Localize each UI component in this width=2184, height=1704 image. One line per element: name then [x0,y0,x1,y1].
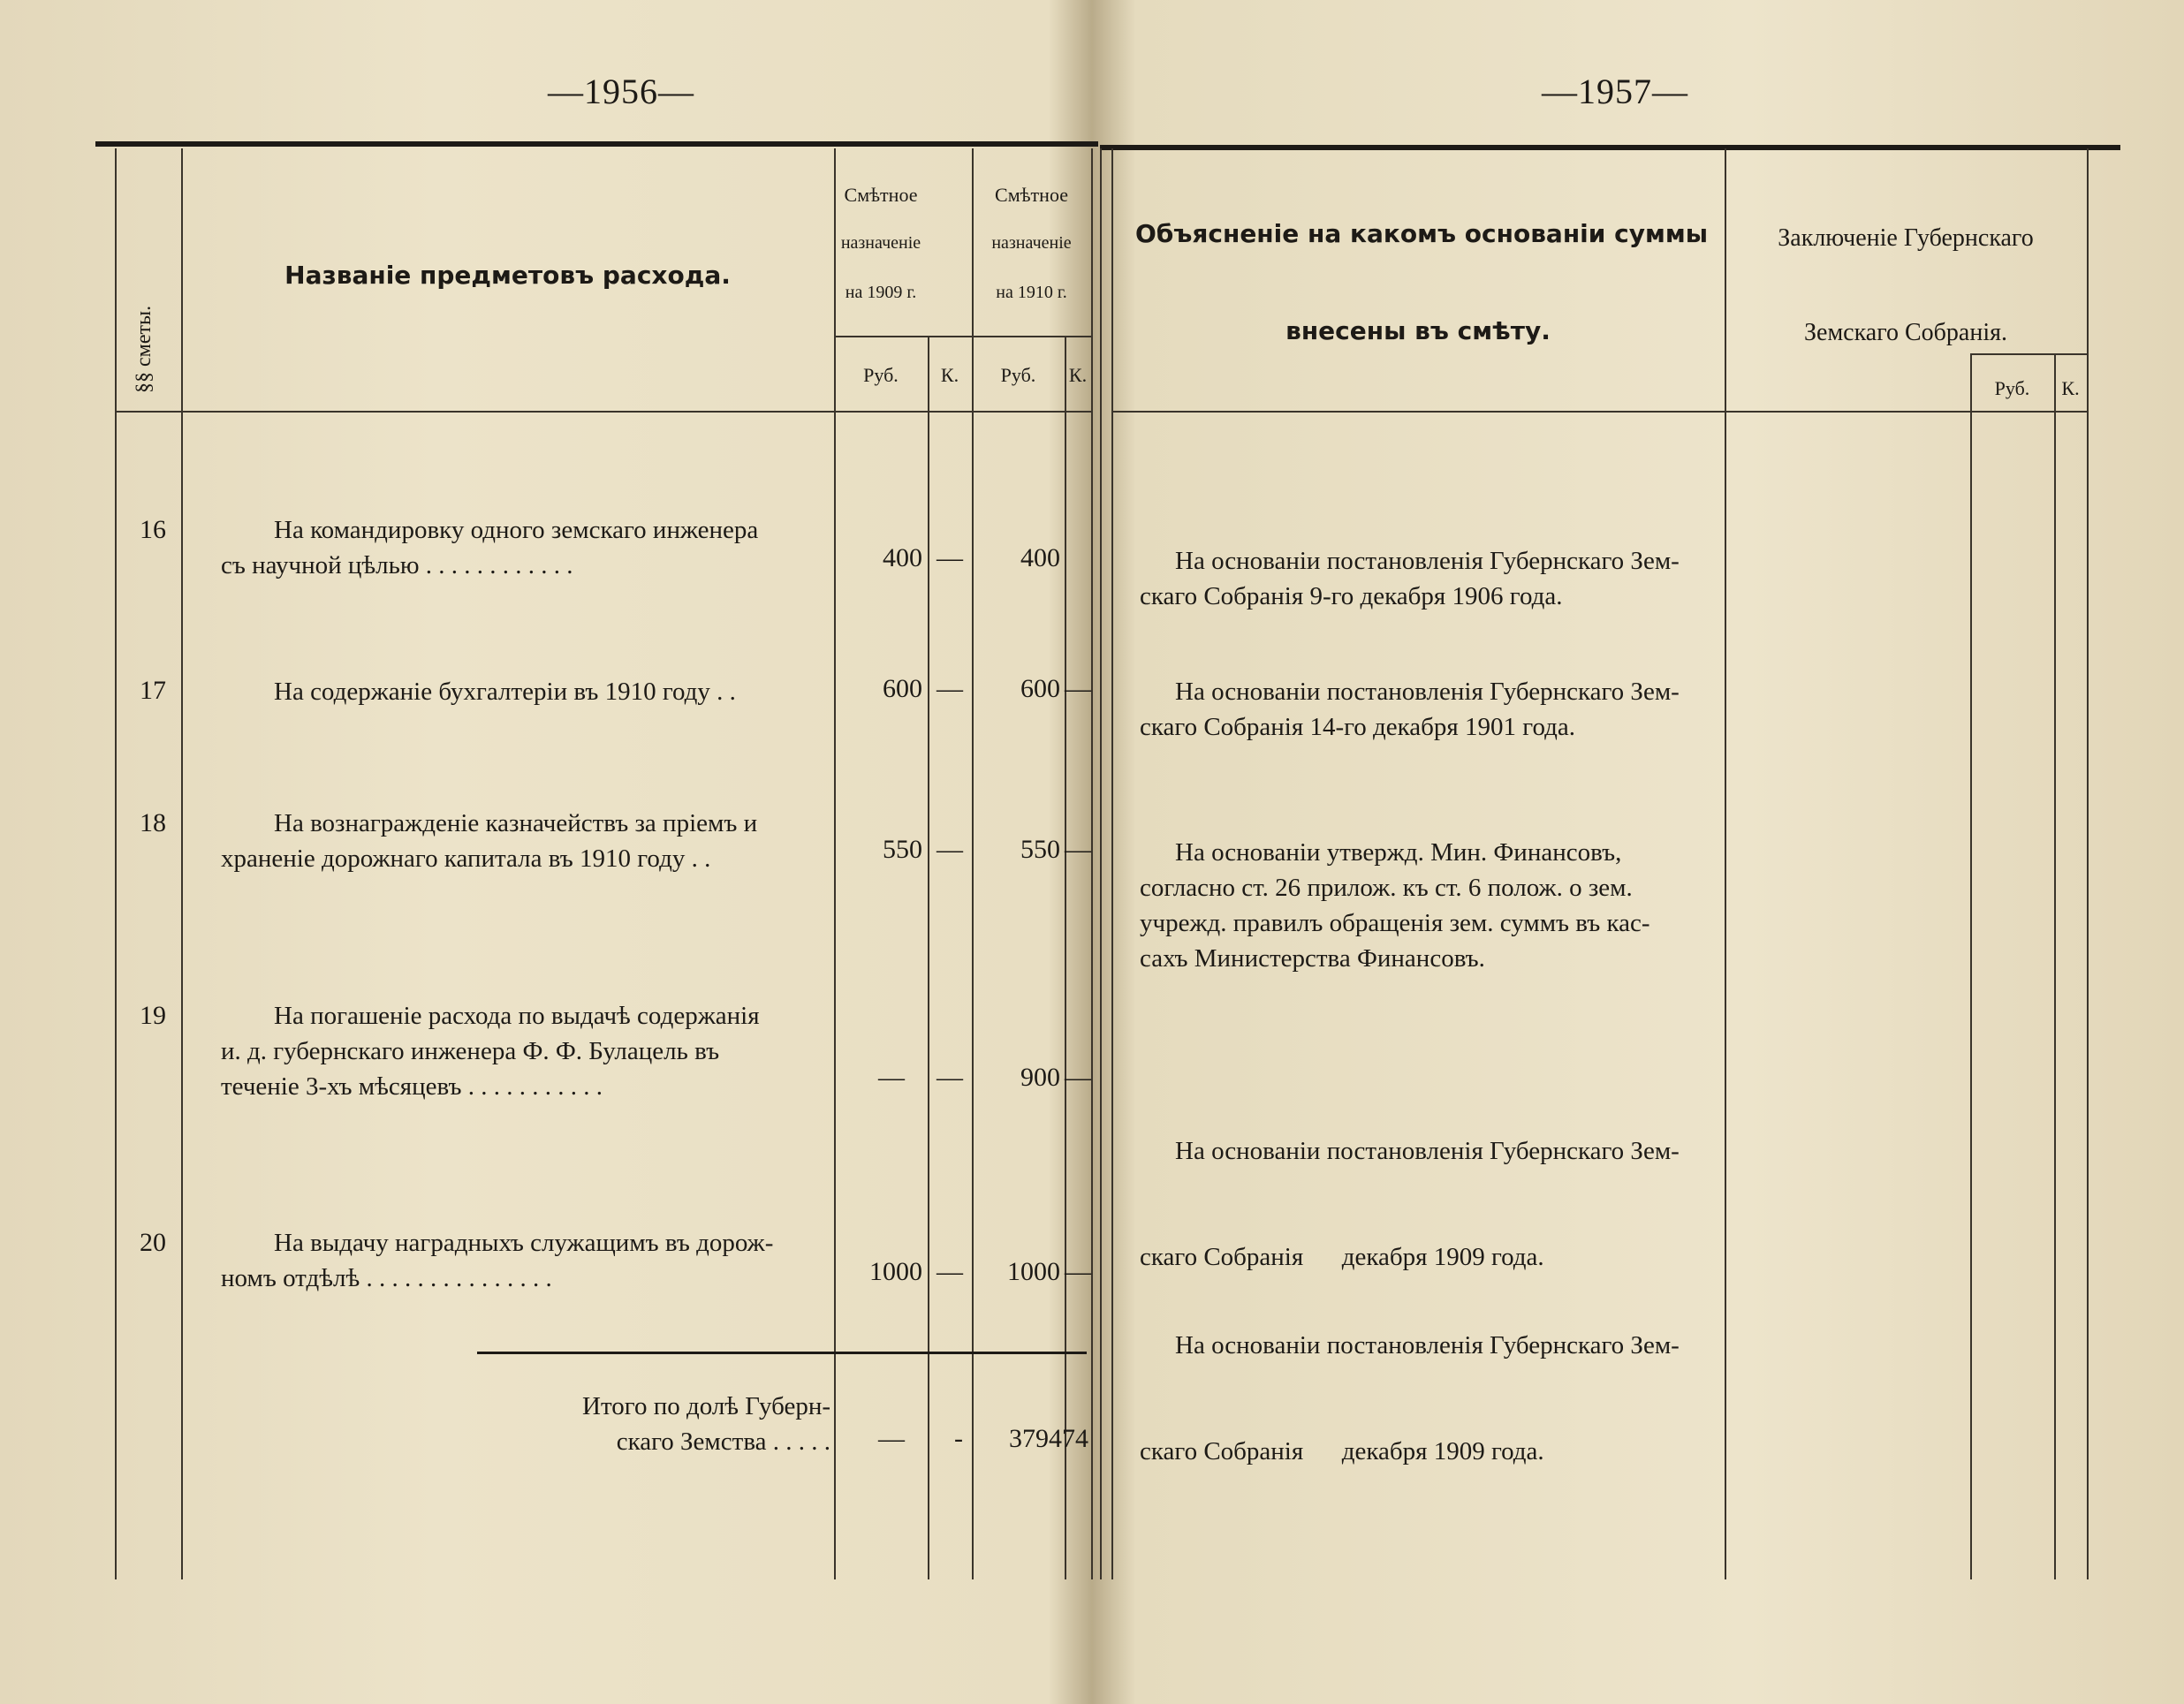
row-20-index: 20 [140,1228,166,1257]
conclusion-rub-header: Руб. [1994,377,2030,399]
col-1910-header-line2: назначеніе [991,233,1072,253]
name-column-header: Названіе предметовъ расхода. [284,261,731,290]
explanation-header-line1: Объясненіе на какомъ основаніи суммы [1135,219,1709,248]
row-16-index: 16 [140,515,166,544]
total-1909: — [878,1424,905,1453]
row-16-1910: 400 [1020,543,1060,572]
row-17-1910-kop: — [1065,674,1091,703]
row-20-1909: 1000 [869,1257,922,1286]
row-18-1909: 550 [883,835,922,864]
row-18-name: На вознагражденіе казначействъ за пріемъ и храненіе дорожнаго капитала въ 1910 году . . [221,809,758,873]
col-1909-header-line2: назначеніе [840,233,921,253]
col-1910-header-line1: Смѣтное [995,184,1068,206]
row-19-1909-kop: — [937,1063,963,1092]
row-20-1910-kop: — [1065,1257,1091,1286]
col-1909-kop-header: К. [940,364,959,386]
explanation-17: На основаніи постановленія Губернскаго Зем- скаго Собранія 14-го декабря 1901 года. [1140,678,1680,741]
row-19-1910: 900 [1020,1063,1060,1092]
index-column-header: §§ сметы. [133,305,155,393]
total-1909-kop: - [954,1424,963,1453]
explanation-18: На основаніи утвержд. Мин. Финансовъ, согласно ст. 26 прилож. къ ст. 6 полож. о зем. учрежд. правилъ обращенія зем. суммъ въ кас- сахъ Министерства Финансовъ. [1140,838,1650,973]
left-page-number: —1956— [548,72,694,111]
row-17-1909: 600 [883,674,922,703]
col-1909-header-line3: на 1909 г. [845,283,917,302]
row-20-1910: 1000 [1007,1257,1060,1286]
row-18-1909-kop: — [937,835,963,864]
conclusion-header-line2: Земскаго Собранія. [1804,319,2007,346]
row-16-1909-kop: — [937,543,963,572]
row-18-1910: 550 [1020,835,1060,864]
col-1910-header-line3: на 1910 г. [996,283,1067,302]
conclusion-header-line1: Заключеніе Губернскаго [1778,224,2034,252]
row-20-1909-kop: — [937,1257,963,1286]
explanation-16: На основаніи постановленія Губернскаго Зем- скаго Собранія 9-го декабря 1906 года. [1140,547,1680,610]
col-1910-kop-header: К. [1068,364,1088,386]
row-17-1910: 600 [1020,674,1060,703]
right-top-rule [1100,145,2120,150]
explanation-header-line2: внесены въ смѣту. [1285,316,1551,345]
total-label: Итого по долѣ Губерн- скаго Земства . . . . . [582,1392,830,1456]
row-18-index: 18 [140,808,166,837]
col-1910-rub-header: Руб. [1000,364,1036,386]
conclusion-kop-header: К. [2061,377,2080,399]
row-19-1910-kop: — [1065,1063,1091,1092]
row-16-1909: 400 [883,543,922,572]
row-18-1910-kop: — [1065,835,1091,864]
total-1910: 379474 [1009,1424,1088,1453]
right-page-number: —1957— [1542,72,1688,111]
row-20-name: На выдачу наградныхъ служащимъ въ дорож- номъ отдѣлѣ . . . . . . . . . . . . . . . [221,1229,774,1292]
row-17-name: На содержаніе бухгалтеріи въ 1910 году . . [274,678,736,706]
col-1909-rub-header: Руб. [863,364,899,386]
explanation-20: На основаніи постановленія Губернскаго Зем- скаго Собранія декабря 1909 года. [1140,1331,1680,1465]
explanation-19: На основаніи постановленія Губернскаго Зем- скаго Собранія декабря 1909 года. [1140,1137,1680,1271]
row-19-1909: — [878,1063,905,1092]
row-16-name: На командировку одного земскаго инженера съ научной цѣлью . . . . . . . . . . . . [221,516,759,579]
row-19-index: 19 [140,1001,166,1030]
col-1909-header-line1: Смѣтное [844,184,918,206]
row-19-name: На погашеніе расхода по выдачѣ содержанія и. д. губернскаго инженера Ф. Ф. Булацель въ теченіе 3-хъ мѣсяцевъ . . . . . . . . . . . [221,1002,760,1101]
row-17-index: 17 [140,676,166,705]
left-top-rule [95,141,1098,147]
row-17-1909-kop: — [937,674,963,703]
